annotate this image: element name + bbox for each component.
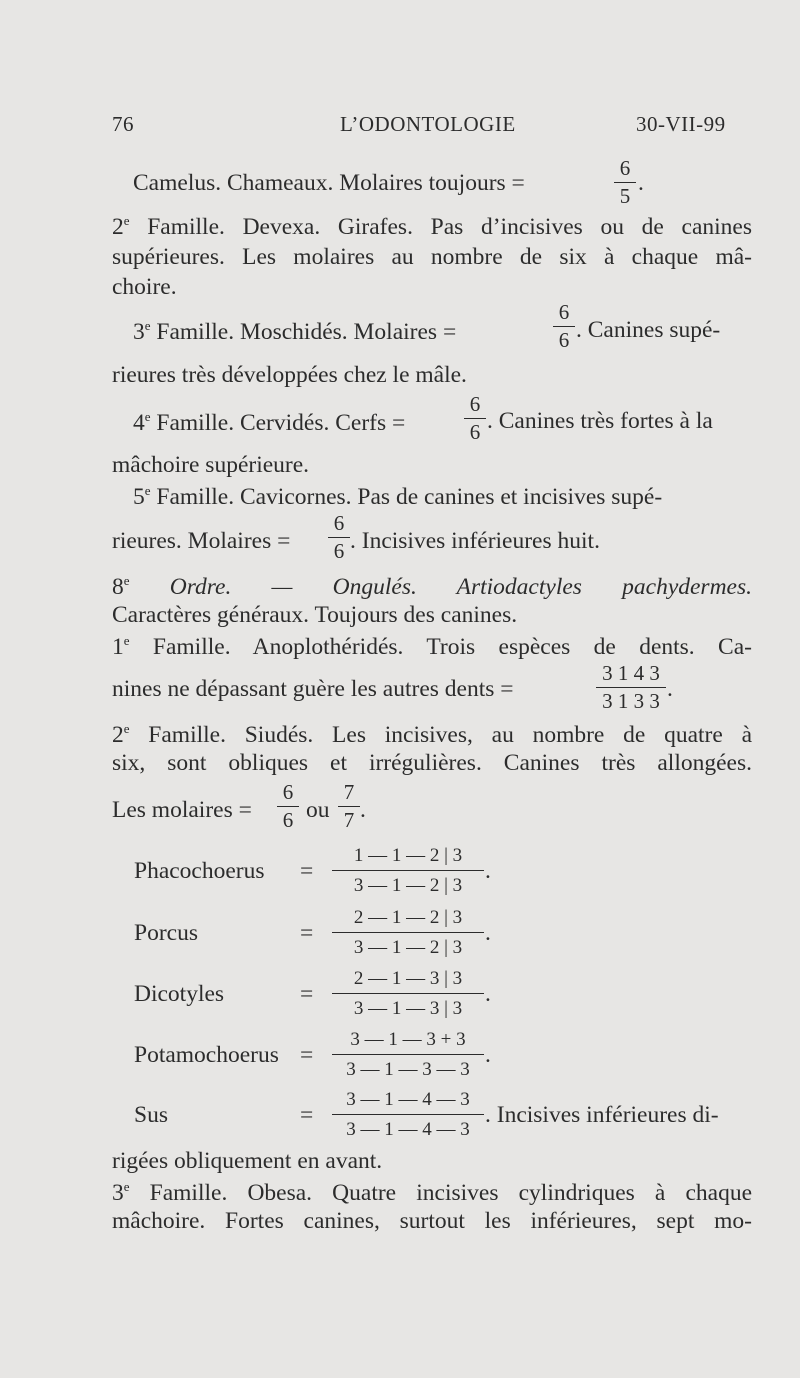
frac-den: 5 [619,184,631,208]
ou-word: ou [306,797,330,823]
period: . [667,676,673,702]
para-siudes-line3: Les molaires = [112,797,252,823]
para-devexa-line1: 2e Famille. Devexa. Girafes. Pas d’incisives ou de canines [112,213,752,240]
formula-name: Phacochoerus [134,858,265,884]
formula-num: 3 — 1 — 3 + 3 [350,1029,466,1050]
heading-ordre-8: 8e Ordre. — Ongulés. Artiodactyles pachydermes. [112,573,752,600]
para-obesa-line1: 3e Famille. Obesa. Quatre incisives cylindriques à chaque [112,1179,752,1206]
formula-name: Potamochoerus [134,1042,279,1068]
equals-sign: = [300,858,314,884]
fraction-cervides [464,394,486,443]
formula-num: 1 — 1 — 2 | 3 [353,845,463,866]
formula-den: 3 — 1 — 3 — 3 [346,1059,470,1080]
frac-num: 6 [333,511,345,535]
formula-den: 3 — 1 — 4 — 3 [346,1119,470,1140]
para-anoplo-line1: 1e Famille. Anoplothéridés. Trois espèces de dents. Ca- [112,633,752,660]
frac-den: 6 [469,420,481,444]
para-cervides-line2: mâchoire supérieure. [112,452,310,478]
fraction-camelus [614,158,636,207]
frac-den: 6 [282,808,294,832]
formula-name: Porcus [134,920,198,946]
fraction-siudes-7 [338,782,360,831]
frac-num: 6 [469,392,481,416]
period: . [485,1042,491,1068]
formula-num: 2 — 1 — 3 | 3 [353,968,463,989]
formula-dicotyles [332,969,484,1018]
formula-den: 3 — 1 — 3 | 3 [353,998,463,1019]
frac-den: 6 [558,328,570,352]
formula-den: 3 — 1 — 2 | 3 [353,875,463,896]
fraction-anoplo [596,663,666,712]
formula-num: 3 — 1 — 4 — 3 [346,1089,470,1110]
frac-num: 3 1 4 3 [602,661,660,685]
moschides-tail: . Canines supé- [576,317,721,343]
para-anoplo-line2: nines ne dépassant guère les autres dents = [112,676,514,702]
period: . [485,981,491,1007]
ordre-8-caracteres: Caractères généraux. Toujours des canines. [112,602,518,628]
para-devexa-line2: supérieures. Les molaires au nombre de six à chaque mâ- [112,244,752,270]
fraction-cavicornes [328,513,350,562]
period: . [485,920,491,946]
formula-sus [332,1090,484,1139]
para-devexa-line3: choire. [112,274,177,300]
period: . [485,858,491,884]
equals-sign: = [300,981,314,1007]
para-rigees: rigées obliquement en avant. [112,1148,383,1174]
issue-date: 30-VII-99 [636,112,726,136]
formula-name: Dicotyles [134,981,225,1007]
formula-potamochoerus [332,1030,484,1079]
frac-num: 6 [619,156,631,180]
equals-sign: = [300,920,314,946]
running-title: L’ODONTOLOGIE [340,112,516,136]
line-camelus: Camelus. Chameaux. Molaires toujours = [133,170,525,196]
frac-num: 7 [343,780,355,804]
frac-den: 3 1 3 3 [602,689,660,713]
formula-porcus [332,908,484,957]
equals-sign: = [300,1102,314,1128]
para-siudes-line1: 2e Famille. Siudés. Les incisives, au nombre de quatre à [112,721,752,748]
sus-tail: . Incisives inférieures di- [485,1102,719,1128]
equals-sign: = [300,1042,314,1068]
page-number: 76 [112,112,134,136]
formula-den: 3 — 1 — 2 | 3 [353,937,463,958]
cervides-tail: . Canines très fortes à la [487,408,713,434]
fraction-moschides [553,302,575,351]
para-cavicornes-line2: rieures. Molaires = [112,528,291,554]
formula-phacochoerus [332,846,484,895]
cavicornes-tail: . Incisives inférieures huit. [350,528,600,554]
formula-num: 2 — 1 — 2 | 3 [353,907,463,928]
fraction-siudes-6 [277,782,299,831]
para-siudes-line2: six, sont obliques et irrégulières. Canines très allongées. [112,750,752,776]
frac-num: 6 [282,780,294,804]
frac-den: 6 [333,539,345,563]
para-cervides-line1: 4e Famille. Cervidés. Cerfs = [133,409,406,436]
para-moschides-line2: rieures très développées chez le mâle. [112,362,467,388]
para-obesa-line2: mâchoire. Fortes canines, surtout les inférieures, sept mo- [112,1208,752,1234]
frac-den: 7 [343,808,355,832]
frac-num: 6 [558,300,570,324]
para-moschides-line1: 3e Famille. Moschidés. Molaires = [133,318,457,345]
period: . [638,170,644,196]
para-cavicornes-line1: 5e Famille. Cavicornes. Pas de canines et incisives supé- [133,483,663,510]
period: . [360,797,366,823]
formula-name: Sus [134,1102,168,1128]
